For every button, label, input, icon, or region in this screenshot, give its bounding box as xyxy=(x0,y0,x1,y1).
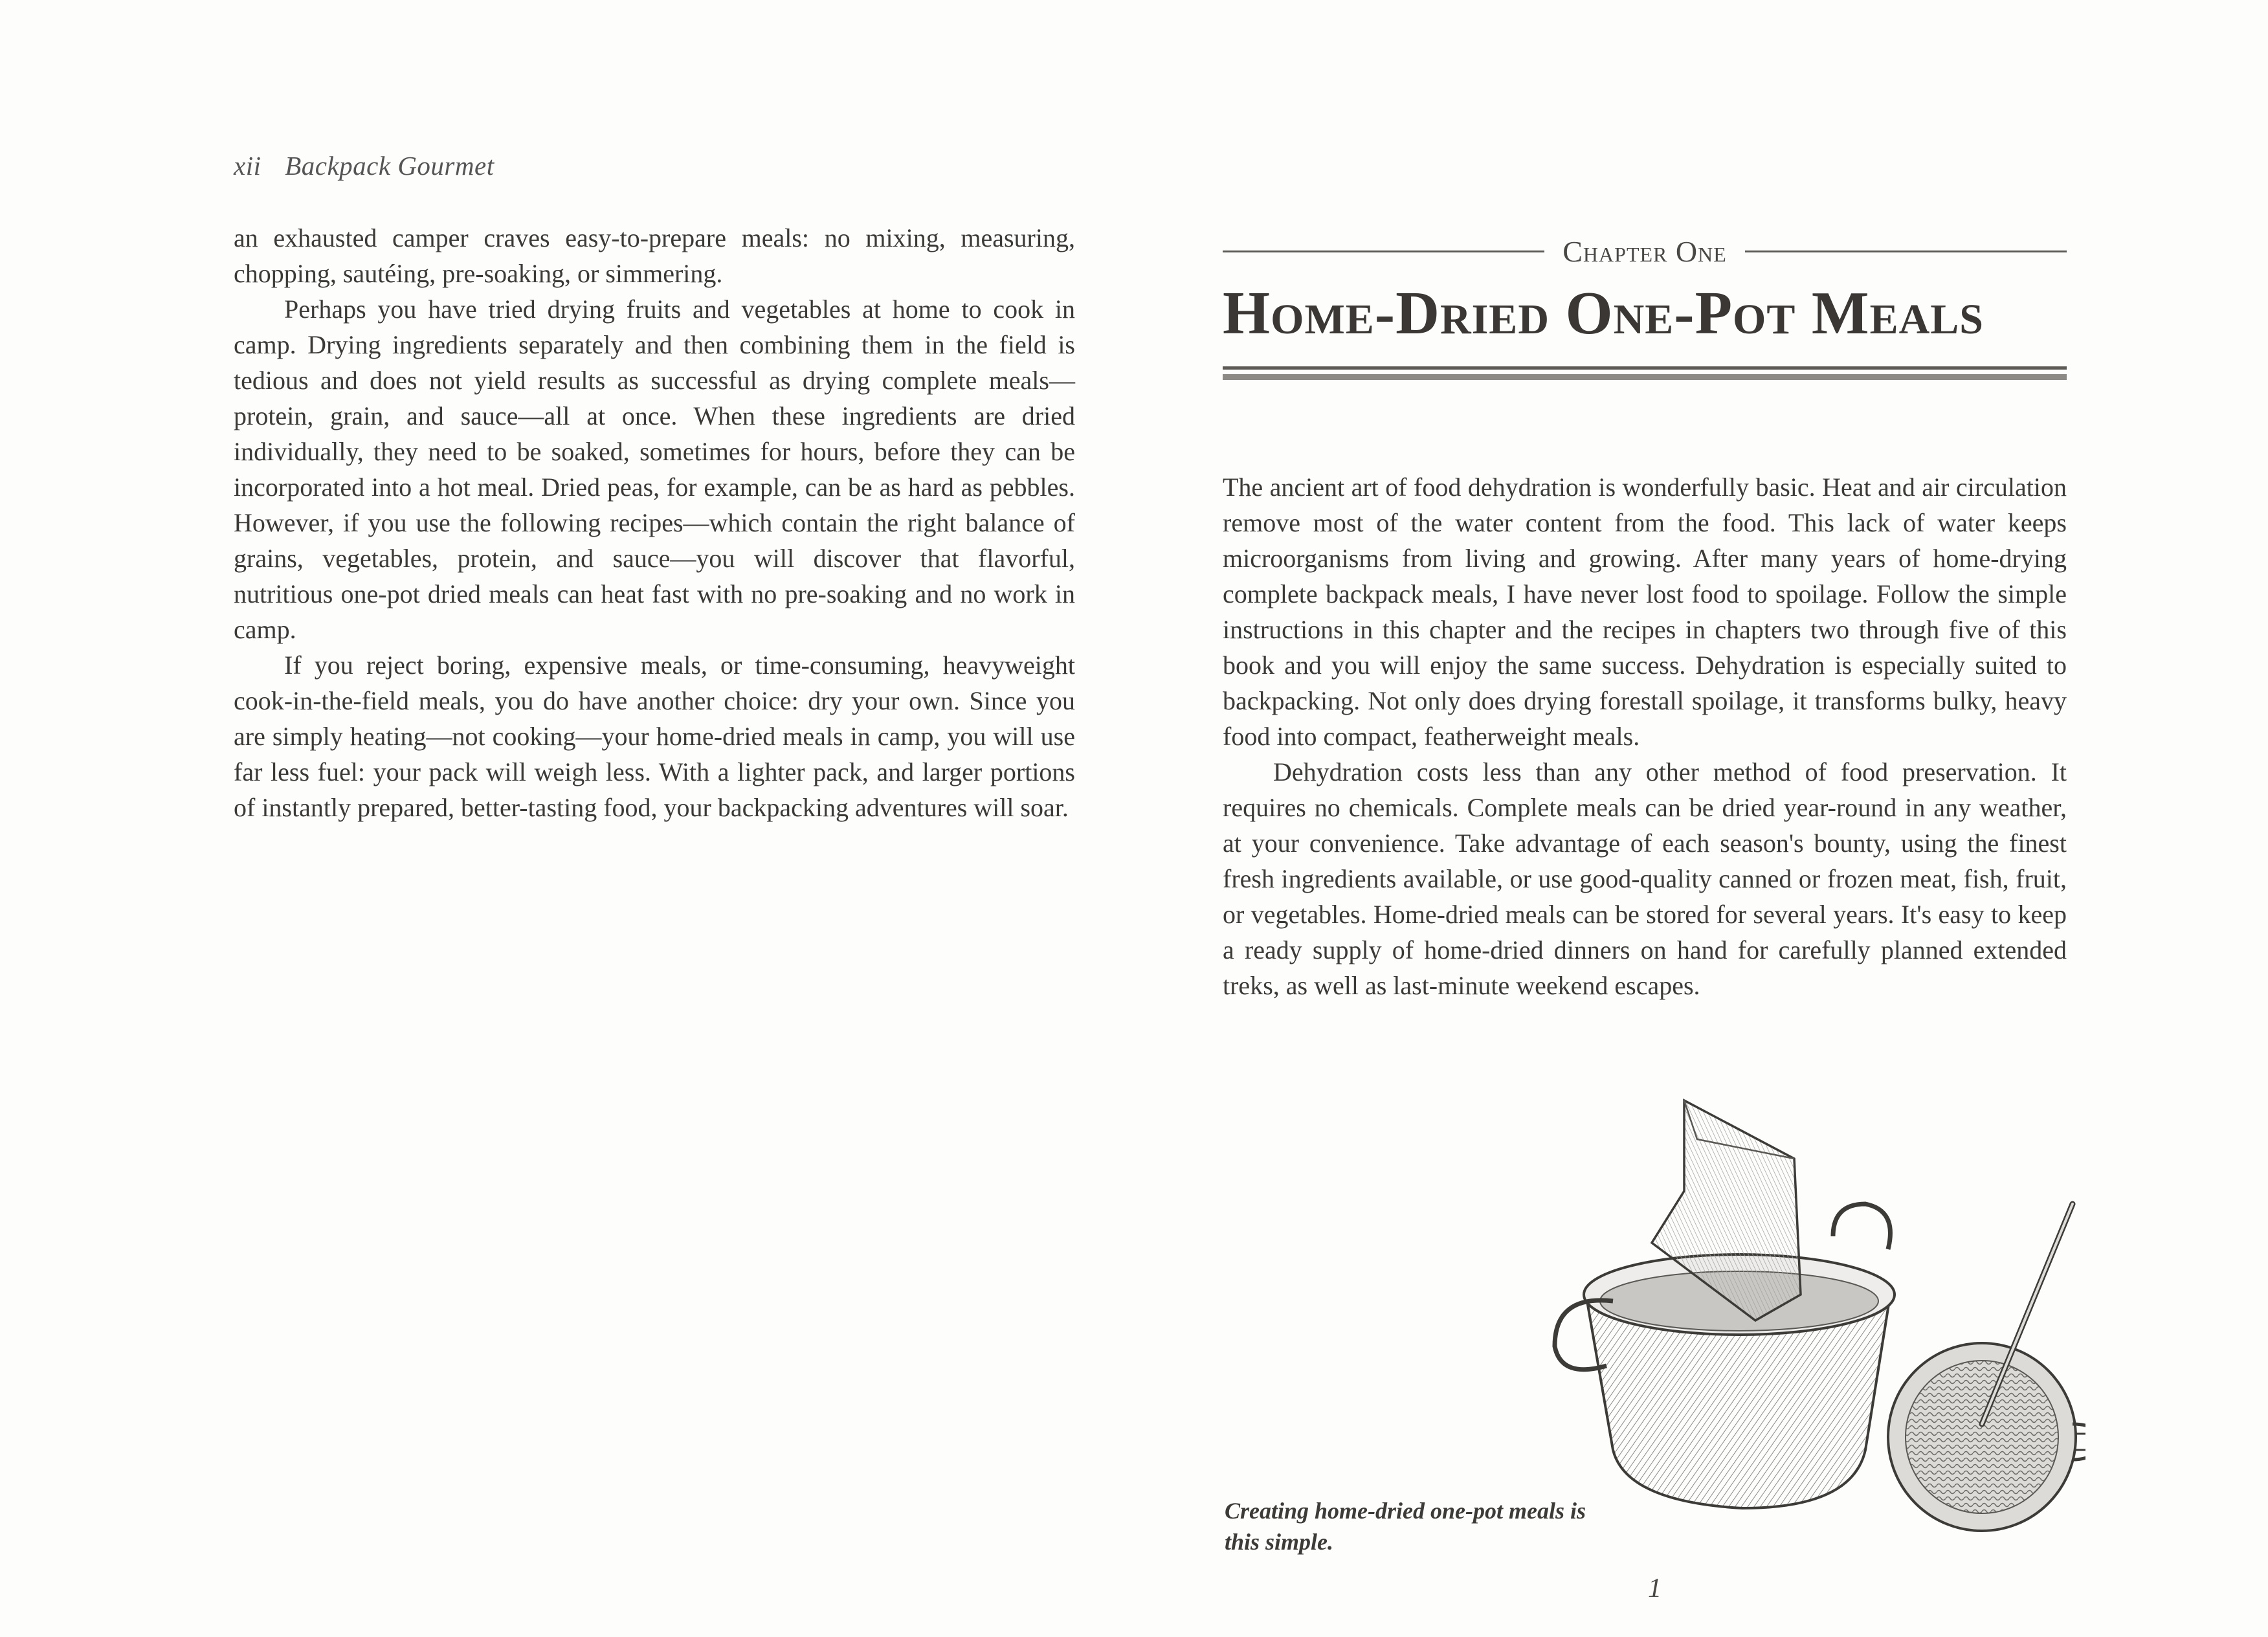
paragraph: an exhausted camper craves easy-to-prepare meals: no mixing, measuring, chopping, sautéing, pre-soaking, or simmering. xyxy=(234,223,1075,288)
chapter-label: Chapter One xyxy=(1562,234,1727,268)
figure-caption: Creating home-dried one-pot meals is this simple. xyxy=(1225,1498,1586,1555)
paragraph: Perhaps you have tried drying fruits and vegetables at home to cook in camp. Drying ingredients separately and then combining them in the field is tedious and does not yield results as successful as drying complete meals—protein, grain, and sauce—all at once. When these ingredients are dried individually, they need to be soaked, sometimes for hours, before they can be incorporated into a hot meal. Dried peas, for example, can be as hard as pebbles. However, if you use the following recipes—which contain the right balance of grains, vegetables, protein, and sauce—you will discover that flavorful, nutritious one-pot dried meals can heat fast with no pre-soaking and no work in camp. xyxy=(234,295,1075,644)
book-title: Backpack Gourmet xyxy=(285,151,495,181)
running-head xyxy=(234,150,495,181)
chapter-label-row xyxy=(1223,232,2067,271)
right-page xyxy=(1134,0,2268,1637)
page-number: 1 xyxy=(1648,1574,1662,1603)
pot-bag-bowl-illustration-icon xyxy=(1529,1087,2085,1566)
left-body-text xyxy=(234,220,1075,825)
chapter-rule-left xyxy=(1223,251,1544,252)
folio: xii xyxy=(234,151,261,181)
chapter-rule-right xyxy=(1745,251,2067,252)
paragraph: If you reject boring, expensive meals, or time-consuming, heavyweight cook-in-the-field meals, you do have another choice: dry your own. Since you are simply heating—not cooking—your home-dried meals in camp, you will use far less fuel: your pack will weigh less. With a lighter pack, and larger portions of instantly prepared, better-tasting food, your backpacking adventures will soar. xyxy=(234,651,1075,822)
paragraph: The ancient art of food dehydration is wonderfully basic. Heat and air circulation remove most of the water content from the food. This lack of water keeps microorganisms from living and growing. After many years of home-drying complete backpack meals, I have never lost food to spoilage. Follow the simple instructions in this chapter and the recipes in chapters two through five of this book and you will enjoy the same success. Dehydration is especially suited to backpacking. Not only does drying forestall spoilage, it transforms bulky, heavy food into compact, featherweight meals. xyxy=(1223,473,2067,751)
right-body-text xyxy=(1223,469,2067,1003)
chapter-title: Home-Dried One-Pot Meals xyxy=(1223,280,1984,347)
title-double-rule xyxy=(1223,366,2067,382)
paragraph: Dehydration costs less than any other method of food preservation. It requires no chemicals. Complete meals can be dried year-round in any weather, at your convenience. Take advantage of each season's bounty, using the finest fresh ingredients available, or use good-quality canned or frozen meat, fish, fruit, or vegetables. Home-dried meals can be stored for several years. It's easy to keep a ready supply of home-dried dinners on hand for carefully planned extended treks, as well as last-minute weekend escapes. xyxy=(1223,757,2067,1000)
